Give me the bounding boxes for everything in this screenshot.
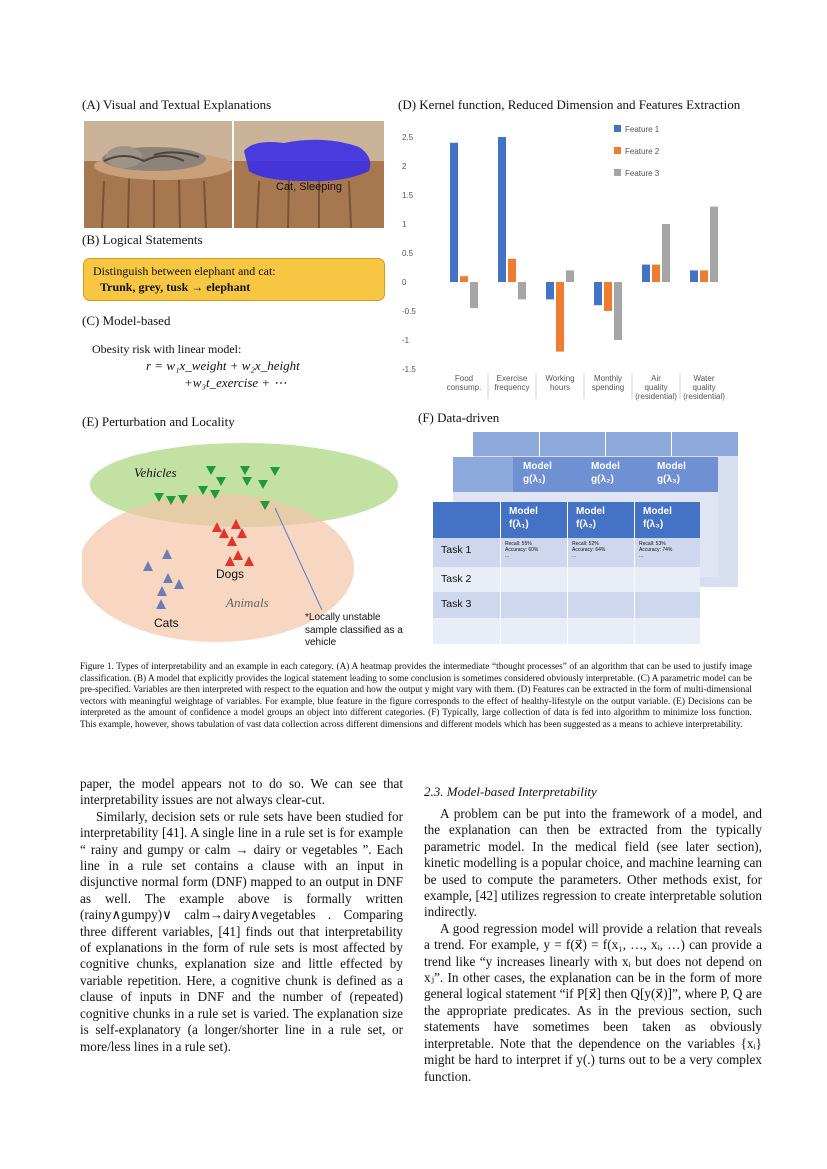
model-equation-2: +w₃t_exercise + ⋯ [184, 375, 287, 390]
model-line-1: Obesity risk with linear model: [92, 342, 242, 356]
task-1-model-1-metrics: Recall: 55% Accuracy: 60% ... [505, 541, 539, 559]
legend-label: Feature 2 [625, 147, 660, 156]
bar-feature-2 [556, 282, 564, 352]
unstable-note-line-1: *Locally unstable [305, 612, 381, 623]
logic-line-2: Trunk, grey, tusk → elephant [100, 280, 251, 294]
legend-label: Feature 3 [625, 169, 660, 178]
animals-label: Animals [226, 595, 269, 610]
y-tick-label: 2 [402, 162, 407, 171]
back-model-1: Model g(λ₁) [523, 461, 552, 485]
bar-feature-2 [700, 270, 708, 282]
task-3-label: Task 3 [441, 598, 472, 610]
y-tick-label: 0 [402, 278, 407, 287]
x-tick-label: Water quality (residential) [683, 374, 725, 401]
y-tick-label: -0.5 [402, 307, 416, 316]
right-column [424, 806, 762, 1085]
front-model-3: Model f(λ₃) [634, 502, 700, 538]
panel-f-title: (F) Data-driven [418, 410, 500, 425]
feature-bar-chart [398, 115, 733, 405]
front-table [433, 502, 700, 644]
task-1-model-3-metrics: Recall: 53% Accuracy: 74% ... [639, 541, 673, 559]
task-1-label: Task 1 [441, 544, 472, 556]
right-paragraph-1: A problem can be put into the framework of a model, and the explanation can then be extracted from the typically parametric model. In the medical field (see later section), kinetic modelling is a popular choice, and machine learning can be used to compute the parameters. Other methods exist, for example, [42] utilizes regression to create interpretable solution indirectly. [424, 806, 762, 920]
task-2-label: Task 2 [441, 573, 472, 585]
x-tick-label: Exercise frequency [494, 374, 530, 392]
bar-feature-3 [614, 282, 622, 340]
heatmap-label: Cat, Sleeping [276, 181, 343, 193]
back-model-3: Model g(λ₃) [657, 461, 686, 485]
bar-feature-3 [566, 270, 574, 282]
task-1-model-2-metrics: Recall: 52% Accuracy: 64% ... [572, 541, 606, 559]
legend-swatch [614, 169, 621, 176]
x-tick-label: Monthly spending [591, 374, 625, 392]
section-heading: 2.3. Model-based Interpretability [424, 784, 597, 799]
panel-b-title: (B) Logical Statements [82, 232, 203, 247]
bar-feature-1 [450, 143, 458, 282]
bar-feature-1 [642, 265, 650, 282]
back-model-2: Model g(λ₂) [591, 461, 620, 485]
dogs-label: Dogs [216, 567, 245, 581]
bar-feature-3 [710, 207, 718, 282]
model-equation-1: r = w₁x_weight + w₂x_height [146, 358, 300, 373]
legend-swatch [614, 125, 621, 132]
bar-feature-1 [594, 282, 602, 305]
bar-feature-1 [690, 270, 698, 282]
y-tick-label: 0.5 [402, 249, 414, 258]
bar-feature-1 [546, 282, 554, 299]
unstable-note [305, 612, 403, 650]
left-paragraph-2: Similarly, decision sets or rule sets have been studied for interpretability [41]. A single line in a rule set is for example “ rainy and gumpy or calm → dairy or vegetables ”. Each line in a rule set contains a clause with an input in disjunctive normal form (DNF) mapped to an output in DNF as well. The example above is formally written (rainy∧gumpy)∨ calm→dairy∧vegetables . Comparing three different variables, [41] finds out that interpretability of explanations in the form of rule sets is most affected by cognitive chunks, explanation size and little effected by variable repetition. Here, a cognitive chunk is defined as a clause of inputs in DNF and the number of (repeated) cognitive chunks in a rule set is varied. The explanation size is self-explanatory (a longer/shorter line in a rule set, or more/less lines in a rule set). [80, 808, 403, 1054]
y-tick-label: 1 [402, 220, 407, 229]
y-tick-label: -1 [402, 336, 410, 345]
bar-feature-2 [508, 259, 516, 282]
legend-swatch [614, 147, 621, 154]
cat-photo [84, 121, 232, 228]
front-model-1: Model f(λ₁) [500, 502, 567, 538]
panel-a-title: (A) Visual and Textual Explanations [82, 97, 272, 112]
y-tick-label: 1.5 [402, 191, 414, 200]
bar-feature-2 [652, 265, 660, 282]
right-paragraph-2: A good regression model will provide a relation that reveals a trend. For example, y = f(x⃗) = f(x₁, …, xᵢ, …) can provide a trend like “y increases linearly with xᵢ but does not depend on xⱼ”. In other cases, the explanation can be in the form of more general logical statement “if P[x⃗] then Q[y(x⃗)]”, where P, Q are the appropriate predicates. As in the previous section, such statements have sometimes been taken as obviously interpretable. Note that the dependence on the variables {xᵢ} might be hard to interpret if y(.) turns out to be a very complex function. [424, 920, 762, 1084]
logic-statement-box [83, 258, 385, 301]
bar-feature-2 [460, 276, 468, 282]
unstable-note-line-2: sample classified as a [305, 624, 403, 636]
legend-label: Feature 1 [625, 125, 660, 134]
logic-line-1: Distinguish between elephant and cat: [93, 264, 276, 278]
bar-feature-3 [518, 282, 526, 299]
front-model-2: Model f(λ₂) [567, 502, 634, 538]
vehicles-label: Vehicles [134, 465, 177, 480]
figure-caption: Figure 1. Types of interpretability and an example in each category. (A) A heatmap provides the intermediate “thought processes” of an algorithm that can be used to justify image classification. (B) A model that explicitly provides the logical statement leading to some conclusion is sometimes considered obviously interpretable. (C) A parametric model can be pre-specified. Variables are then interpreted with respect to the equation and how the output y might vary with them. (D) Features can be extracted in the form of multi-dimensional vectors with meaningful weightage of variables. For example, blue feature in the figure corresponds to the effect of healthy-lifestyle on the output variable. (E) Decisions can be interpreted as the amount of confidence a model groups an object into different categories. (F) Typically, large collection of data is fed into algorithm to minimize loss function. This example, however, shows tabulation of vast data collection across different dimensions and different models which has been suggested as a means to achieve interpretability. [80, 662, 752, 730]
cats-label: Cats [154, 616, 179, 630]
x-tick-label: Air quality (residential) [635, 374, 677, 401]
bar-feature-3 [662, 224, 670, 282]
y-tick-label: -1.5 [402, 365, 416, 374]
bar-feature-1 [498, 137, 506, 282]
x-tick-label: Working hours [545, 374, 575, 392]
panel-d-title: (D) Kernel function, Reduced Dimension and Features Extraction [398, 97, 741, 112]
panel-c-title: (C) Model-based [82, 313, 171, 328]
left-paragraph-1: paper, the model appears not to do so. We can see that interpretability issues are not always clear-cut. [80, 776, 403, 808]
bar-feature-2 [604, 282, 612, 311]
left-column [80, 776, 403, 1055]
unstable-note-line-3: vehicle [305, 637, 337, 648]
y-tick-label: 2.5 [402, 133, 414, 142]
heatmap-photo [234, 121, 384, 228]
bar-feature-3 [470, 282, 478, 308]
panel-e-title: (E) Perturbation and Locality [82, 414, 235, 429]
x-tick-label: Food consump. [446, 374, 482, 392]
